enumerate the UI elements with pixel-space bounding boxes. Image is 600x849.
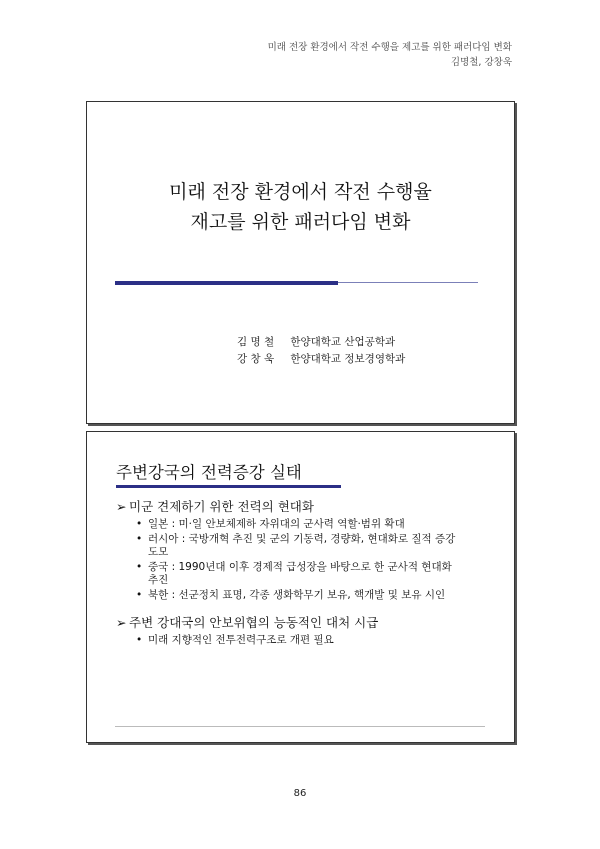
title-slide [86,101,515,424]
footer-rule [115,726,485,727]
slide-title-line2: 재고를 위한 패러다임 변화 [190,211,411,233]
list-item-text: 중국 : 1990년대 이후 경제적 급성장을 바탕으로 한 군사적 현대화 추진 [148,560,452,586]
title-rule [116,485,341,488]
section-heading-text: 미군 견제하기 위한 전력의 현대화 [129,499,314,514]
list-item [116,634,458,648]
slide-body [116,498,494,660]
section-heading [116,614,494,632]
running-header-title: 미래 전장 환경에서 작전 수행을 제고를 위한 패러다임 변화 [267,42,512,53]
bullet-dot-icon: • [136,588,143,601]
slide-title [87,177,514,237]
list-item [116,533,458,560]
list-item [116,589,458,603]
bullet-list [116,634,494,648]
slide-title: 주변강국의 전력증강 실태 [116,463,302,482]
bullet-list [116,518,494,602]
author-affiliation: 한양대학교 정보경영학과 [290,353,406,365]
page-number: 86 [293,788,307,799]
author-affiliation: 한양대학교 산업공학과 [290,336,396,348]
author-row [237,351,405,368]
author-name: 강 창 욱 [237,353,275,365]
arrow-bullet-icon: ➢ [116,615,127,630]
list-item-text: 일본 : 미·일 안보체제하 자위대의 군사력 역할·범위 확대 [148,518,405,530]
bullet-dot-icon: • [136,560,143,573]
title-rule-thick [115,281,338,285]
running-header [268,40,512,70]
section-heading [116,498,494,516]
list-item [116,561,458,588]
section [116,498,494,602]
arrow-bullet-icon: ➢ [116,499,127,514]
author-row [237,334,405,351]
slide-title-line1: 미래 전장 환경에서 작전 수행율 [169,181,432,203]
section [116,614,494,648]
list-item-text: 러시아 : 국방개혁 추진 및 군의 기동력, 경량화, 현대화로 질적 증강도모 [148,532,456,558]
section-heading-text: 주변 강대국의 안보위협의 능동적인 대처 시급 [129,615,379,630]
running-header-authors: 김명철, 강창욱 [450,57,512,68]
author-name: 김 명 철 [237,336,275,348]
list-item [116,518,458,532]
title-rule-thin [338,282,478,283]
author-list [237,334,405,368]
list-item-text: 미래 지향적인 전투전력구조로 개편 필요 [148,634,334,646]
bullet-dot-icon: • [136,532,143,545]
bullet-dot-icon: • [136,634,143,646]
list-item-text: 북한 : 선군정치 표명, 각종 생화학무기 보유, 핵개발 및 보유 시인 [148,588,446,601]
bullet-dot-icon: • [136,518,143,530]
content-slide [86,431,515,743]
